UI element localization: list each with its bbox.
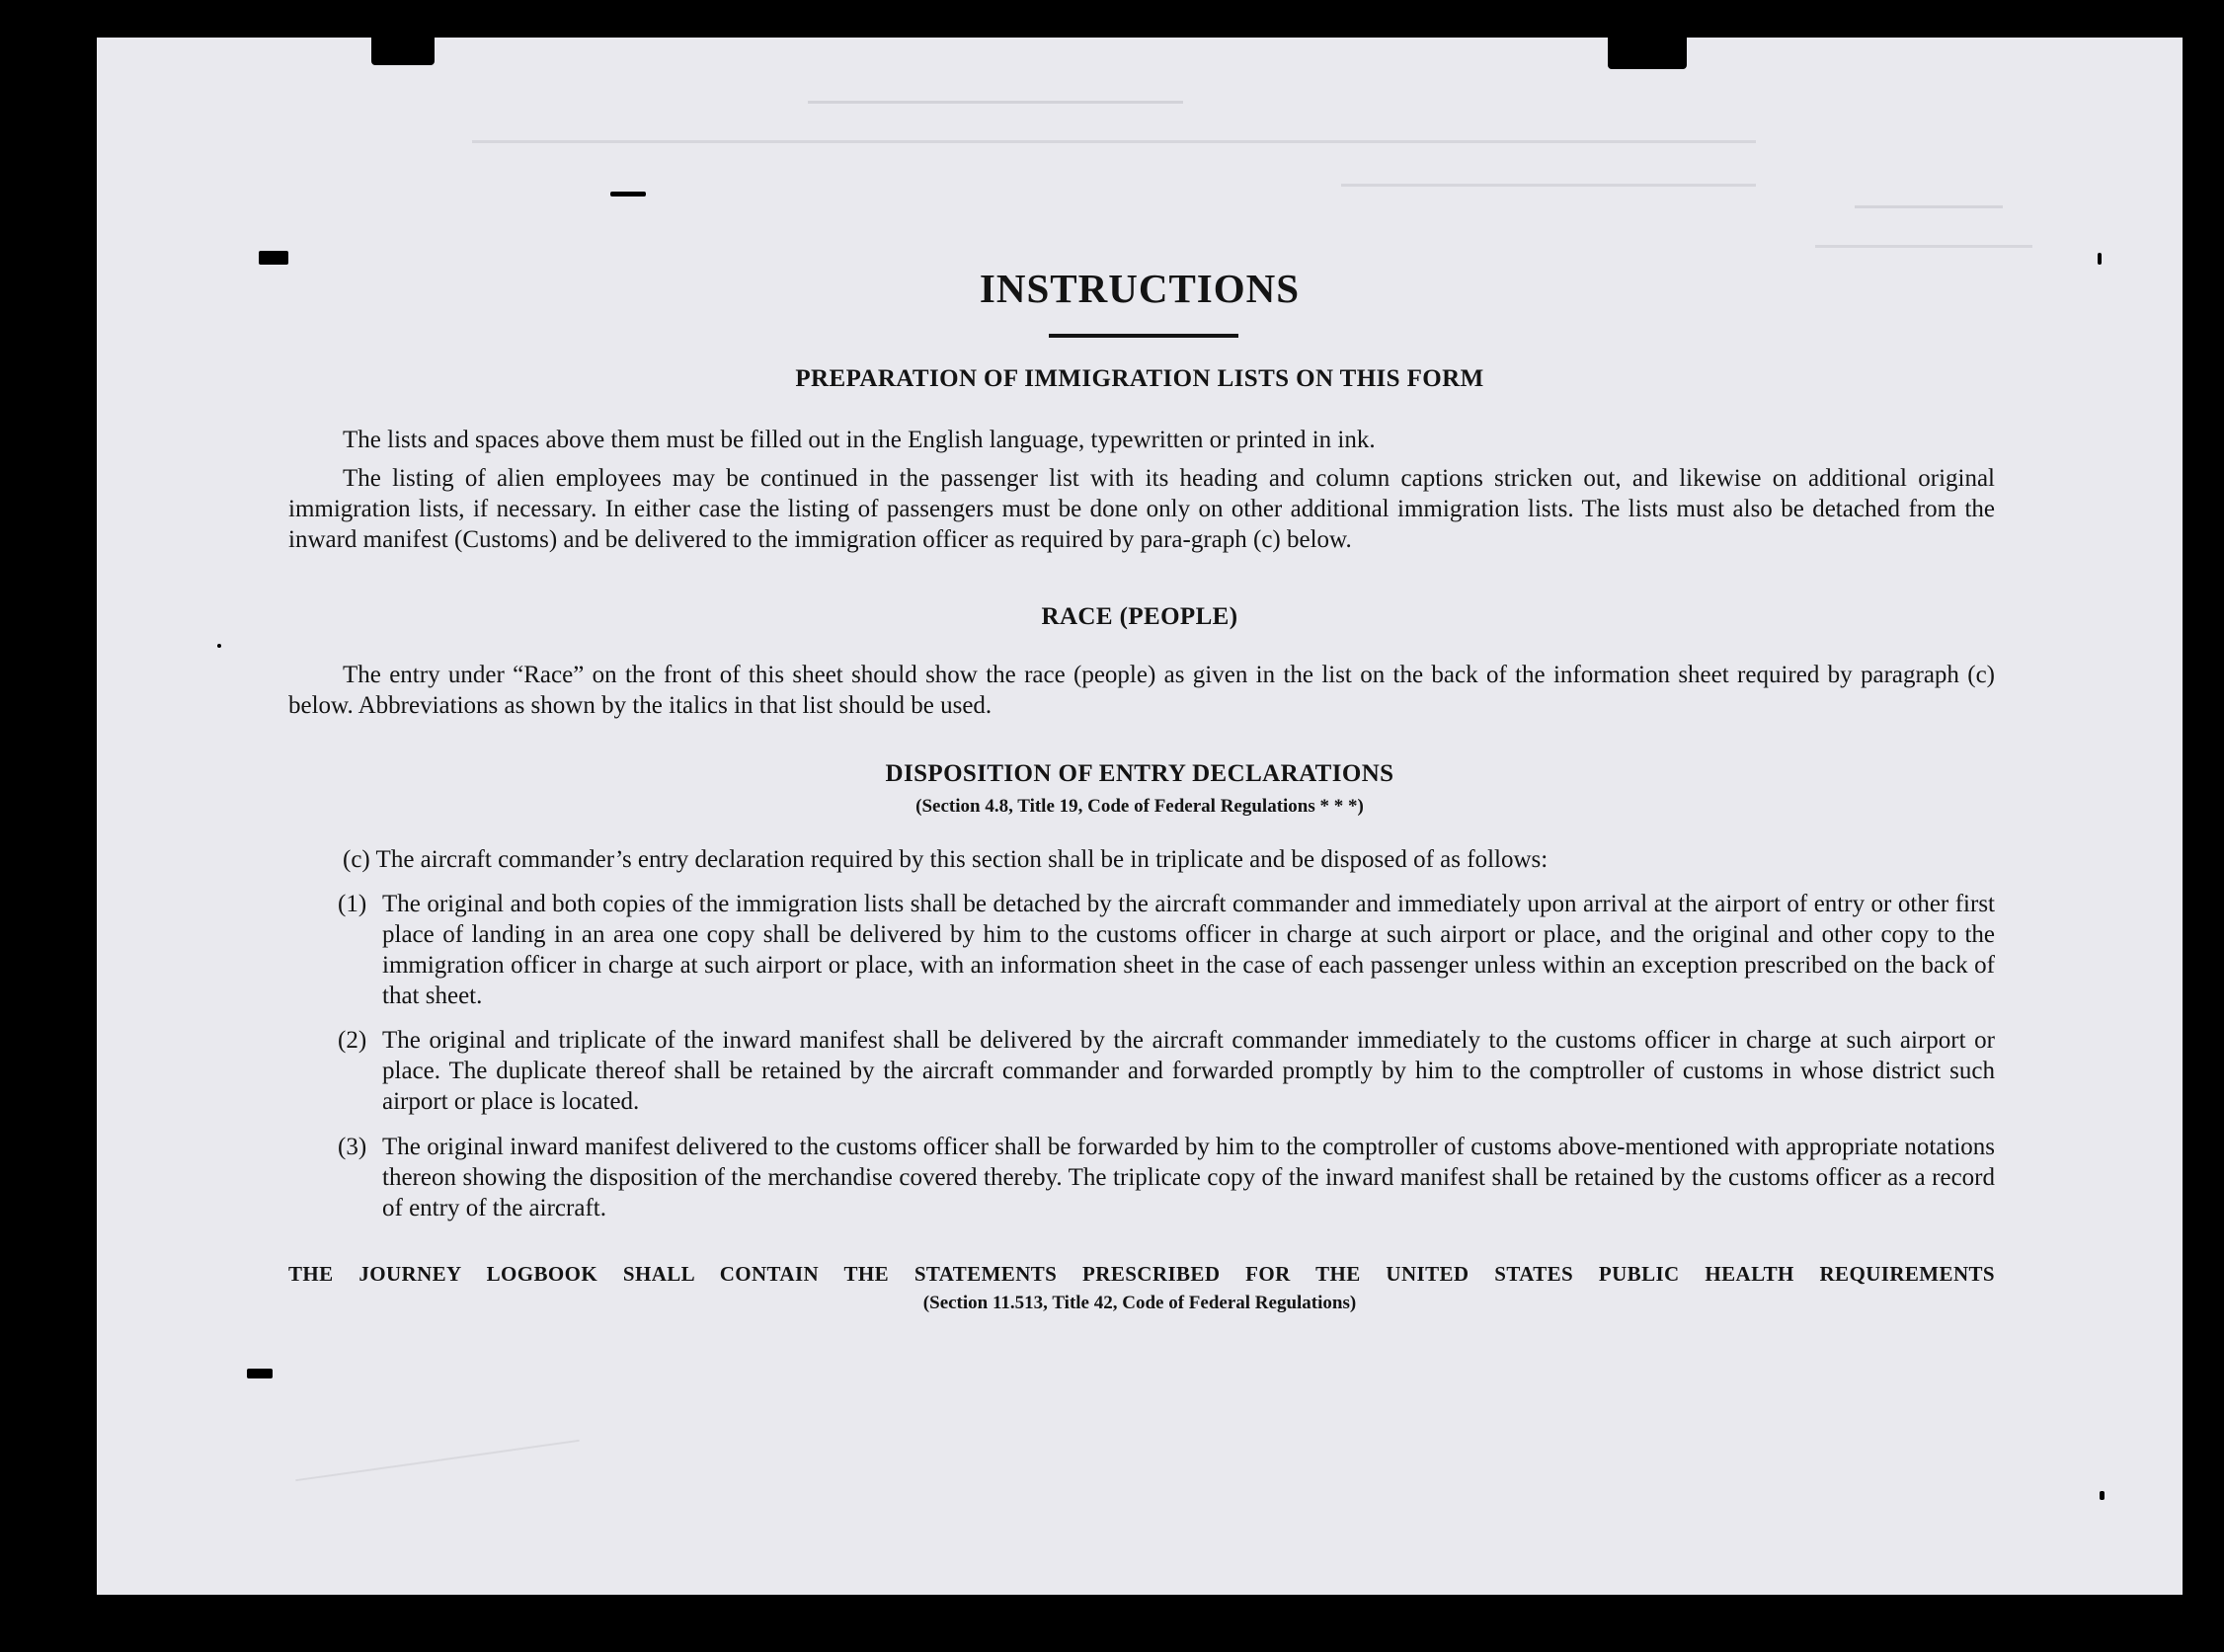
list-item xyxy=(338,1025,1995,1117)
paragraph-english-language: The lists and spaces above them must be filled out in the English language, typewritten or printed in ink. xyxy=(343,427,1376,453)
bleed-through-line-4 xyxy=(1855,205,2003,208)
top-dash-mark xyxy=(610,192,646,197)
right-speck-2 xyxy=(2100,1491,2105,1500)
top-right-notch xyxy=(1608,32,1687,69)
paper-sheet xyxy=(97,38,2183,1595)
list-item-number: (3) xyxy=(338,1134,367,1160)
bleed-through-line-3 xyxy=(1341,184,1756,187)
footer-citation-title-42: (Section 11.513, Title 42, Code of Federal Regulations) xyxy=(922,1293,1357,1313)
top-left-notch xyxy=(371,32,435,65)
left-speck-2 xyxy=(247,1369,273,1378)
paragraph-race-entry: The entry under “Race” on the front of this sheet should show the race (people) as given in the list on the back of the information sheet required by paragraph (c) below. Abbreviations as shown by the italics in that list should be used. xyxy=(288,662,1995,719)
paragraph-alien-employees: The listing of alien employees may be continued in the passenger list with its heading and column captions stricken out, and likewise on additional original immigration lists, if necessary. In either case the listing of passengers must be done only on other additional immigration lists. The lists must also be detached from the inward manifest (Customs) and be delivered to the immigration officer as required by para-graph (c) below. xyxy=(288,465,1995,553)
small-dot xyxy=(217,644,221,648)
list-item-number: (1) xyxy=(338,891,367,917)
footer-health-statement: THE JOURNEY LOGBOOK SHALL CONTAIN THE STATEMENTS PRESCRIBED FOR THE UNITED STATES PUBLIC HEALTH REQUIREMENTS xyxy=(288,1262,1995,1286)
page-title: INSTRUCTIONS xyxy=(979,266,1301,311)
bleed-through-line-2 xyxy=(472,140,1756,143)
list-item-text: The original inward manifest delivered to the customs officer shall be forwarded by him to the comptroller of customs above-mentioned with appropriate notations thereon showing the disposition of the merchandise covered thereby. The triplicate copy of the inward manifest shall be retained by the customs officer as a record of entry of the aircraft. xyxy=(382,1134,1995,1221)
title-underline xyxy=(1049,334,1238,338)
section-heading-preparation: PREPARATION OF IMMIGRATION LISTS ON THIS FORM xyxy=(795,365,1484,392)
list-item xyxy=(338,889,1995,1011)
list-item xyxy=(338,1132,1995,1223)
section-heading-race: RACE (PEOPLE) xyxy=(1041,603,1238,630)
paragraph-c-intro: (c) The aircraft commander’s entry declaration required by this section shall be in triplicate and be disposed of as follows: xyxy=(343,846,1549,873)
bleed-through-line-5 xyxy=(1815,245,2032,248)
right-speck-1 xyxy=(2098,253,2102,265)
section-heading-disposition: DISPOSITION OF ENTRY DECLARATIONS xyxy=(885,760,1394,787)
section-citation-title-19: (Section 4.8, Title 19, Code of Federal Regulations * * *) xyxy=(915,796,1364,817)
list-item-text: The original and both copies of the immigration lists shall be detached by the aircraft commander and immediately upon arrival at the airport of entry or other first place of landing in an area one copy shall be delivered by him to the customs officer in charge at such airport or place, and the original and other copy to the immigration officer in charge at such airport or place, with an information sheet in the case of each passenger unless within an exception prescribed on the back of that sheet. xyxy=(382,891,1995,1009)
left-speck-1 xyxy=(259,251,288,265)
bleed-through-signature xyxy=(295,1440,579,1481)
list-item-text: The original and triplicate of the inward manifest shall be delivered by the aircraft commander immediately to the customs officer in charge at such airport or place. The duplicate thereof shall be retained by the aircraft commander and forwarded promptly by him to the comptroller of customs in whose district such airport or place is located. xyxy=(382,1027,1995,1115)
bleed-through-line-1 xyxy=(808,101,1183,104)
list-item-number: (2) xyxy=(338,1027,367,1054)
